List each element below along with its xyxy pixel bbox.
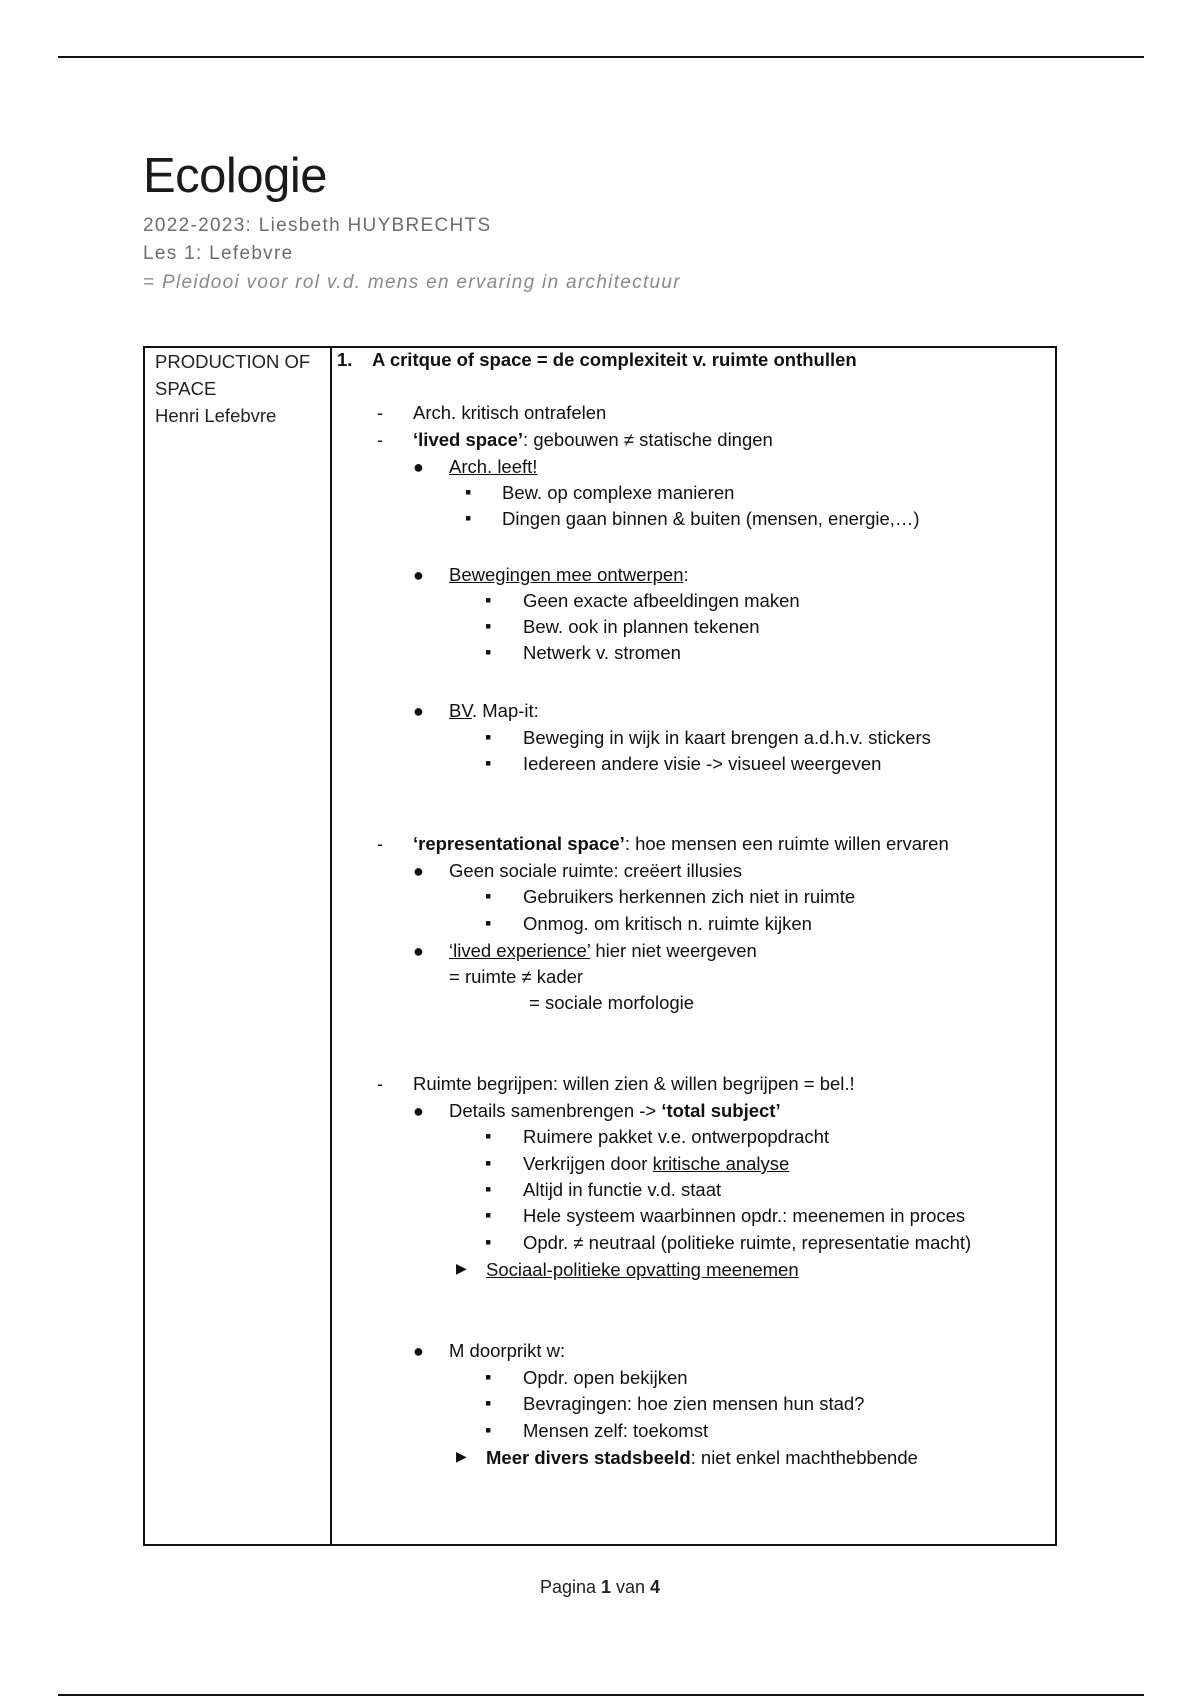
list-item: M doorprikt w: [449, 1340, 566, 1361]
square-marker: ▪ [485, 753, 492, 773]
list-item: ‘representational space’: hoe mensen een ruimte willen ervaren [413, 833, 949, 854]
bullet-marker: ● [413, 457, 424, 477]
list-item: Bewegingen mee ontwerpen: [449, 564, 689, 585]
notes-table [143, 346, 1057, 1546]
list-item: Opdr. ≠ neutraal (politieke ruimte, representatie macht) [523, 1232, 972, 1253]
square-marker: ▪ [485, 1393, 492, 1413]
list-item: Netwerk v. stromen [523, 642, 681, 663]
list-item: Opdr. open bekijken [523, 1367, 688, 1388]
list-item: = sociale morfologie [529, 992, 695, 1013]
arrow-marker-icon: ▶ [456, 1448, 467, 1464]
square-marker: ▪ [485, 1232, 492, 1252]
heading-text: A critque of space = de complexiteit v. ruimte onthullen [372, 349, 857, 370]
dash-marker: - [377, 430, 383, 450]
square-marker: ▪ [485, 616, 492, 636]
list-item: Bew. op complexe manieren [502, 482, 735, 503]
square-marker: ▪ [485, 1367, 492, 1387]
square-marker: ▪ [485, 913, 492, 933]
list-item: ‘lived space’: gebouwen ≠ statische dingen [413, 429, 773, 450]
square-marker: ▪ [465, 508, 472, 528]
list-item: Iedereen andere visie -> visueel weergeven [523, 753, 882, 774]
bullet-marker: ● [413, 941, 424, 961]
dash-marker: - [377, 834, 383, 854]
square-marker: ▪ [485, 1205, 492, 1225]
subtitle-lesson: Les 1: Lefebvre [143, 243, 294, 264]
header-rule [58, 56, 1144, 58]
list-item: Dingen gaan binnen & buiten (mensen, energie,…) [502, 508, 920, 529]
list-item: Bevragingen: hoe zien mensen hun stad? [523, 1393, 865, 1414]
heading-number: 1. [337, 349, 353, 370]
bullet-marker: ● [413, 565, 424, 585]
square-marker: ▪ [485, 590, 492, 610]
list-item: Beweging in wijk in kaart brengen a.d.h.v. stickers [523, 727, 931, 748]
bullet-marker: ● [413, 701, 424, 721]
square-marker: ▪ [485, 1420, 492, 1440]
list-item: Meer divers stadsbeeld: niet enkel machthebbende [486, 1447, 918, 1468]
topic-line-1: PRODUCTION OF [155, 351, 311, 372]
subtitle-summary: = Pleidooi voor rol v.d. mens en ervaring in architectuur [143, 272, 681, 293]
bullet-marker: ● [413, 1101, 424, 1121]
dash-marker: - [377, 1074, 383, 1094]
topic-line-2: SPACE [155, 378, 217, 399]
footer-rule [58, 1694, 1144, 1696]
list-item: Ruimte begrijpen: willen zien & willen begrijpen = bel.! [413, 1073, 855, 1094]
column-divider [330, 348, 332, 1544]
page-footer: Pagina 1 van 4 [539, 1577, 661, 1597]
square-marker: ▪ [485, 642, 492, 662]
list-item: Mensen zelf: toekomst [523, 1420, 709, 1441]
square-marker: ▪ [485, 886, 492, 906]
list-item: Geen sociale ruimte: creëert illusies [449, 860, 743, 881]
square-marker: ▪ [485, 727, 492, 747]
list-item: Altijd in functie v.d. staat [523, 1179, 722, 1200]
subtitle-course: 2022-2023: Liesbeth HUYBRECHTS [143, 215, 492, 236]
arrow-marker-icon: ▶ [456, 1260, 467, 1276]
square-marker: ▪ [485, 1179, 492, 1199]
list-item: Arch. leeft! [449, 456, 538, 477]
document-title: Ecologie [143, 149, 327, 203]
square-marker: ▪ [485, 1153, 492, 1173]
bullet-marker: ● [413, 1341, 424, 1361]
list-item: Onmog. om kritisch n. ruimte kijken [523, 913, 812, 934]
list-item: Sociaal-politieke opvatting meenemen [486, 1259, 799, 1280]
bullet-marker: ● [413, 861, 424, 881]
list-item: Verkrijgen door kritische analyse [523, 1153, 790, 1174]
dash-marker: - [377, 403, 383, 423]
topic-author: Henri Lefebvre [155, 405, 277, 426]
list-item: Geen exacte afbeeldingen maken [523, 590, 800, 611]
list-item: Hele systeem waarbinnen opdr.: meenemen in proces [523, 1205, 966, 1226]
list-item: Bew. ook in plannen tekenen [523, 616, 760, 637]
list-item: Ruimere pakket v.e. ontwerpopdracht [523, 1126, 830, 1147]
list-item: = ruimte ≠ kader [449, 966, 584, 987]
list-item: Arch. kritisch ontrafelen [413, 402, 607, 423]
list-item: ‘lived experience’ hier niet weergeven [449, 940, 757, 961]
square-marker: ▪ [465, 482, 472, 502]
list-item: BV. Map-it: [449, 700, 539, 721]
square-marker: ▪ [485, 1126, 492, 1146]
list-item: Gebruikers herkennen zich niet in ruimte [523, 886, 856, 907]
list-item: Details samenbrengen -> ‘total subject’ [449, 1100, 781, 1121]
